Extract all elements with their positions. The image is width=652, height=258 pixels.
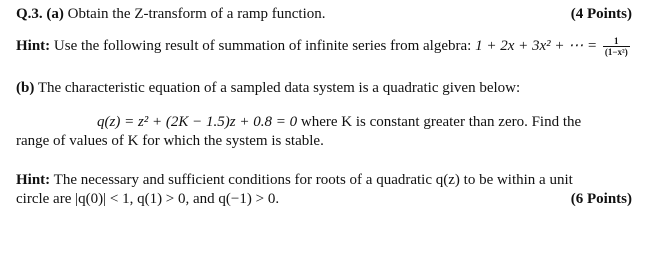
- part-b-text: The characteristic equation of a sampled data system is a quadratic given below:: [37, 80, 521, 96]
- part-b-points: (6 Points): [570, 191, 632, 207]
- equation-rest: where K is constant greater than zero. Find the: [300, 114, 582, 130]
- part-a-hint-label: Hint:: [16, 38, 51, 54]
- part-a-hint-text: Use the following result of summation of infinite series from algebra:: [53, 38, 472, 54]
- part-b-hint-text: The necessary and sufficient conditions for roots of a quadratic q(z) to be within a unit: [53, 172, 573, 188]
- part-a-text: Obtain the Z-transform of a ramp function.: [67, 6, 326, 22]
- hint-fraction-numerator: 1: [603, 36, 630, 47]
- part-a-points: (4 Points): [570, 6, 632, 22]
- part-b-hint-line2: circle are |q(0)| < 1, q(1) > 0, and q(−1) > 0.: [16, 191, 280, 207]
- part-a-hint: [16, 36, 630, 57]
- part-b-equation-line: [97, 114, 581, 131]
- part-b-line2: range of values of K for which the system is stable.: [16, 133, 324, 149]
- part-a-heading: [16, 6, 326, 23]
- hint-fraction-denominator: (1−x²): [604, 47, 628, 58]
- part-a-hint-series: 1 + 2x + 3x² + ⋯ =: [475, 38, 598, 54]
- part-b-heading: [16, 80, 520, 97]
- characteristic-equation: q(z) = z² + (2K − 1.5)z + 0.8 = 0: [97, 114, 298, 130]
- part-b-label: (b): [16, 80, 35, 96]
- hint-fraction: [603, 36, 630, 57]
- part-a-label: (a): [46, 6, 64, 22]
- part-b-hint-label: Hint:: [16, 172, 51, 188]
- question-number: Q.3.: [16, 6, 43, 22]
- part-b-hint: [16, 172, 573, 189]
